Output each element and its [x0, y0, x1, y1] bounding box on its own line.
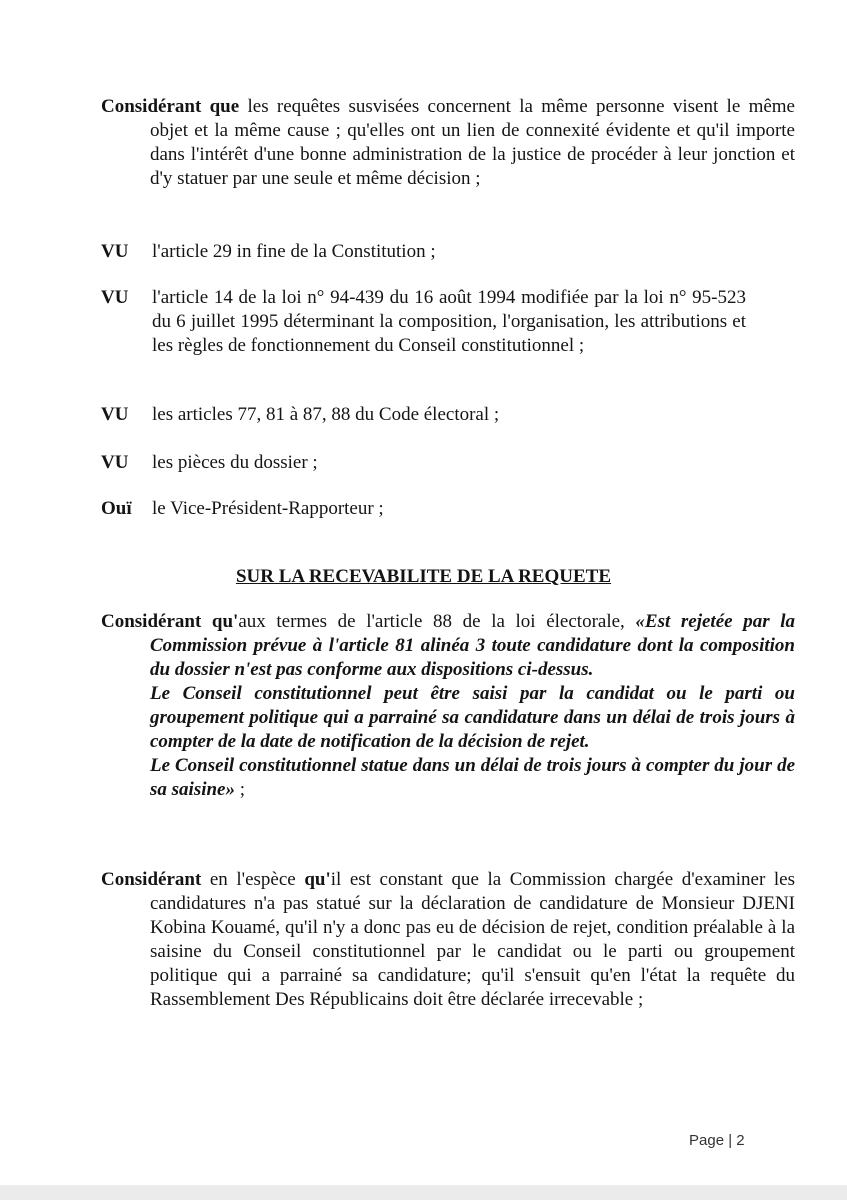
considerant-keyword: Considérant qu' — [101, 611, 239, 632]
visa-row — [101, 240, 746, 264]
considerant-paragraph-3 — [101, 868, 795, 1012]
visa-text: l'article 14 de la loi n° 94-439 du 16 août 1994 modifiée par la loi n° 95-523 du 6 juillet 1995 déterminant la composition, l'organisation, les attributions et les règles de fonctionnement du Conseil constitutionnel ; — [152, 287, 746, 356]
quoted-text-3: Le Conseil constitutionnel statue dans un délai de trois jours à compter du jour de sa saisine — [150, 755, 795, 800]
visa-text: les articles 77, 81 à 87, 88 du Code électoral ; — [152, 404, 500, 425]
paragraph-text: les requêtes susvisées concernent la même personne visent le même objet et la même cause ; qu'elles ont un lien de connexité évidente et qu'il importe dans l'intérêt d'une bonne administration de la justice de procéder à leur jonction et d'y statuer par une seule et même décision ; — [150, 96, 795, 189]
visa-label: VU — [101, 241, 129, 262]
considerant-paragraph-2 — [101, 610, 795, 802]
quoted-text-2: Le Conseil constitutionnel peut être saisi par la candidat ou le parti ou groupement politique qui a parrainé sa candidature dans un délai de trois jours à compter de la date de notification de la décision de rejet. — [150, 683, 795, 752]
paragraph-connector: en l'espèce — [201, 869, 305, 890]
visa-text: l'article 29 in fine de la Constitution ; — [152, 241, 436, 262]
visa-row — [101, 286, 746, 358]
oui-label: Ouï — [101, 498, 132, 519]
quoted-text-1: Est rejetée par la Commission prévue à l'article 81 alinéa 3 toute candidature dont la composition du dossier n'est pas conforme aux dispositions ci-dessus. — [150, 611, 795, 680]
visa-label: VU — [101, 404, 129, 425]
paragraph-end: ; — [235, 779, 246, 800]
close-quote: » — [225, 779, 235, 800]
open-quote: « — [635, 611, 645, 632]
visa-label: VU — [101, 452, 129, 473]
paragraph-intro: aux termes de l'article 88 de la loi électorale, — [238, 611, 636, 632]
qu-keyword: qu' — [304, 869, 331, 890]
page-number: Page | 2 — [689, 1132, 745, 1149]
considerant-keyword: Considérant — [101, 869, 202, 890]
visa-row — [101, 403, 746, 427]
oui-text: le Vice-Président-Rapporteur ; — [152, 498, 384, 519]
considerant-keyword: Considérant que — [101, 96, 240, 117]
considerant-paragraph-1 — [101, 95, 795, 191]
visa-text: les pièces du dossier ; — [152, 452, 318, 473]
visa-row — [101, 451, 746, 475]
section-heading: SUR LA RECEVABILITE DE LA REQUETE — [235, 566, 612, 587]
oui-row — [101, 497, 746, 521]
paragraph-text: il est constant que la Commission chargée d'examiner les candidatures n'a pas statué sur la déclaration de candidature de Monsieur DJENI Kobina Kouamé, qu'il n'y a donc pas eu de décision de rejet, condition préalable à la saisine du Conseil constitutionnel par le candidat ou le parti ou groupement politique qui a parrainé sa candidature; qu'il s'ensuit qu'en l'état la requête du Rassemblement Des Républicains doit être déclarée irrecevable ; — [150, 869, 796, 1010]
page-bottom-strip — [0, 1185, 847, 1200]
visa-label: VU — [101, 287, 129, 308]
